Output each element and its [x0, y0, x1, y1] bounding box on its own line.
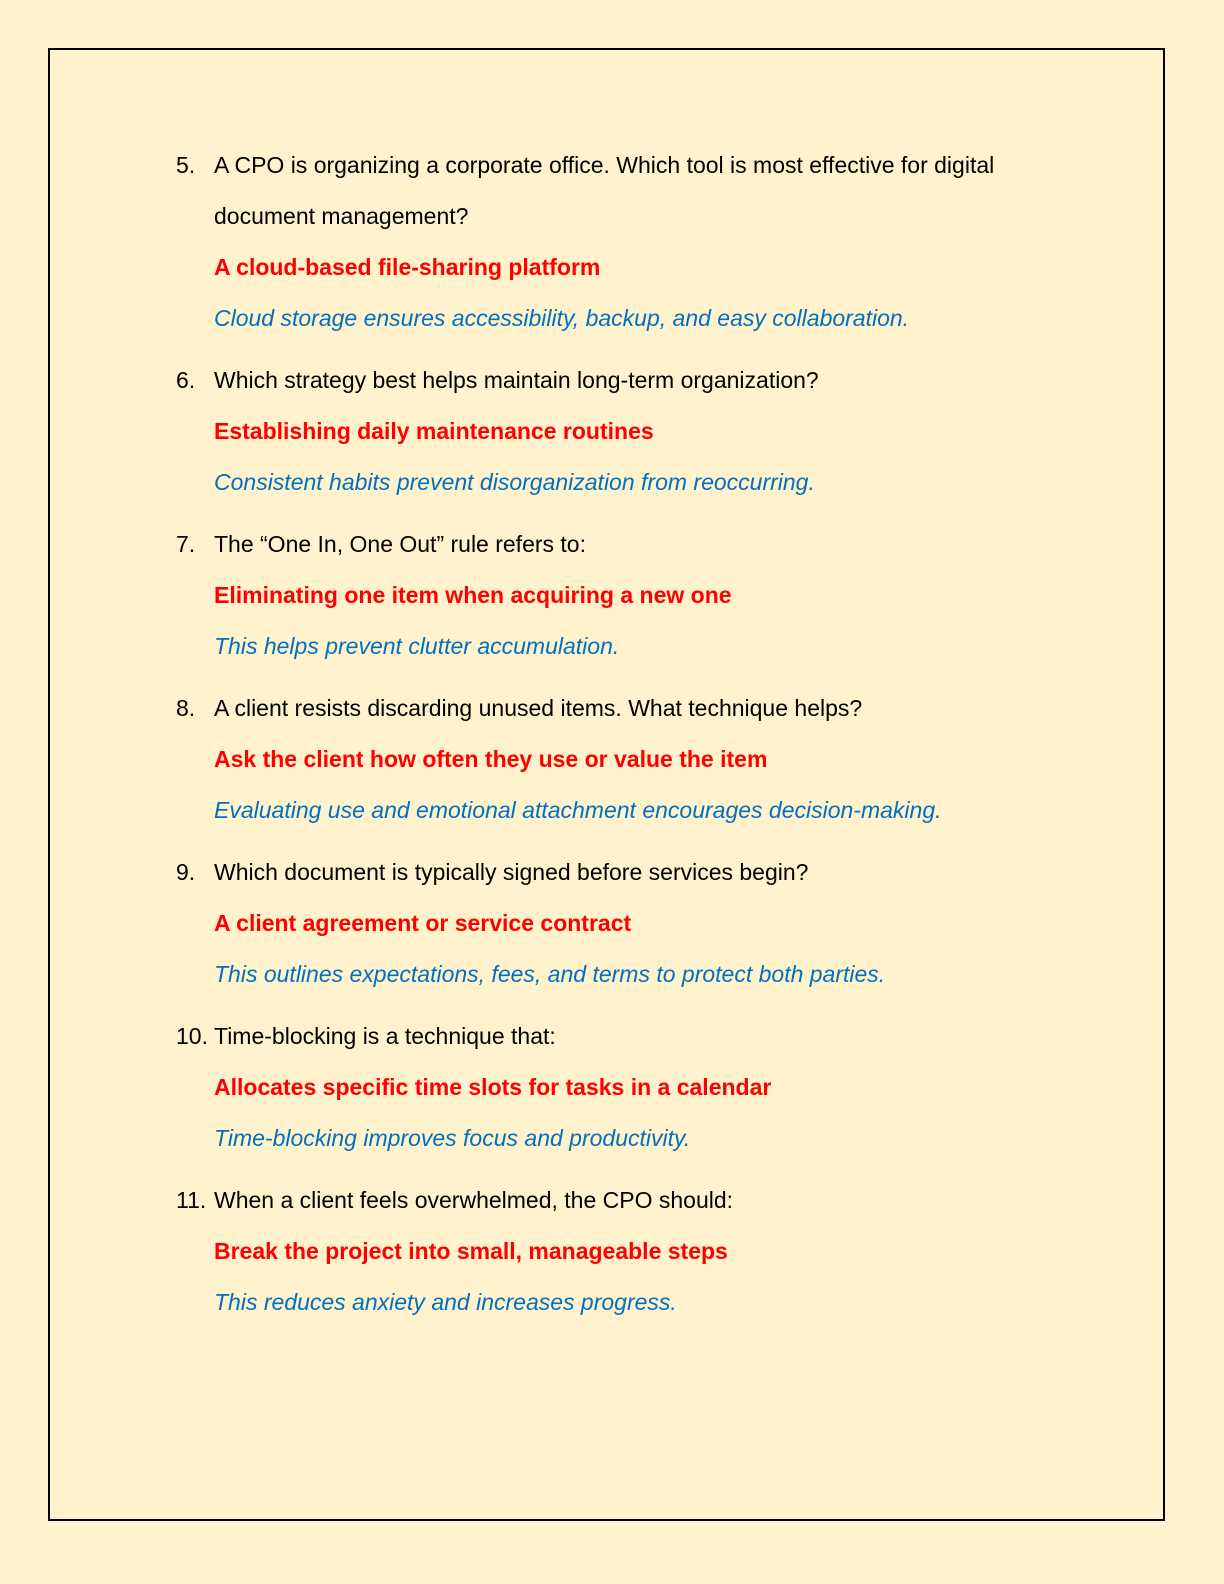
- answer-text: Eliminating one item when acquiring a new one: [214, 582, 732, 608]
- answer-text: Establishing daily maintenance routines: [214, 418, 654, 444]
- question-text: When a client feels overwhelmed, the CPO should:: [214, 1187, 734, 1213]
- question-text: Which strategy best helps maintain long-term organization?: [214, 367, 819, 393]
- explanation-text: Evaluating use and emotional attachment encourages decision-making.: [214, 797, 942, 823]
- question-number: 7.: [176, 531, 196, 557]
- question-item-11: [176, 1175, 1056, 1328]
- answer-text: A cloud-based file-sharing platform: [214, 254, 601, 280]
- explanation-text: Cloud storage ensures accessibility, backup, and easy collaboration.: [214, 305, 910, 331]
- question-text: Which document is typically signed before services begin?: [214, 859, 809, 885]
- answer-text: Ask the client how often they use or value the item: [214, 746, 768, 772]
- question-item-5: [176, 140, 1056, 344]
- explanation-text: This reduces anxiety and increases progress.: [214, 1289, 677, 1315]
- explanation-text: Time-blocking improves focus and productivity.: [214, 1125, 691, 1151]
- question-item-7: [176, 519, 1056, 672]
- question-text: Time-blocking is a technique that:: [214, 1023, 556, 1049]
- question-number: 11.: [176, 1187, 207, 1213]
- question-item-10: [176, 1011, 1056, 1164]
- question-list: [176, 140, 1056, 1339]
- explanation-text: Consistent habits prevent disorganization from reoccurring.: [214, 469, 815, 495]
- answer-text: A client agreement or service contract: [214, 910, 632, 936]
- question-number: 9.: [176, 859, 196, 885]
- answer-text: Allocates specific time slots for tasks in a calendar: [214, 1074, 772, 1100]
- question-item-6: [176, 355, 1056, 508]
- question-item-8: [176, 683, 1056, 836]
- question-text: The “One In, One Out” rule refers to:: [214, 531, 586, 557]
- question-item-9: [176, 847, 1056, 1000]
- answer-text: Break the project into small, manageable steps: [214, 1238, 728, 1264]
- question-number: 8.: [176, 695, 196, 721]
- question-number: 6.: [176, 367, 196, 393]
- explanation-text: This outlines expectations, fees, and terms to protect both parties.: [214, 961, 886, 987]
- question-text: A client resists discarding unused items. What technique helps?: [214, 695, 863, 721]
- question-text: A CPO is organizing a corporate office. Which tool is most effective for digital document management?: [214, 152, 995, 229]
- question-number: 10.: [176, 1023, 208, 1049]
- question-number: 5.: [176, 152, 196, 178]
- explanation-text: This helps prevent clutter accumulation.: [214, 633, 620, 659]
